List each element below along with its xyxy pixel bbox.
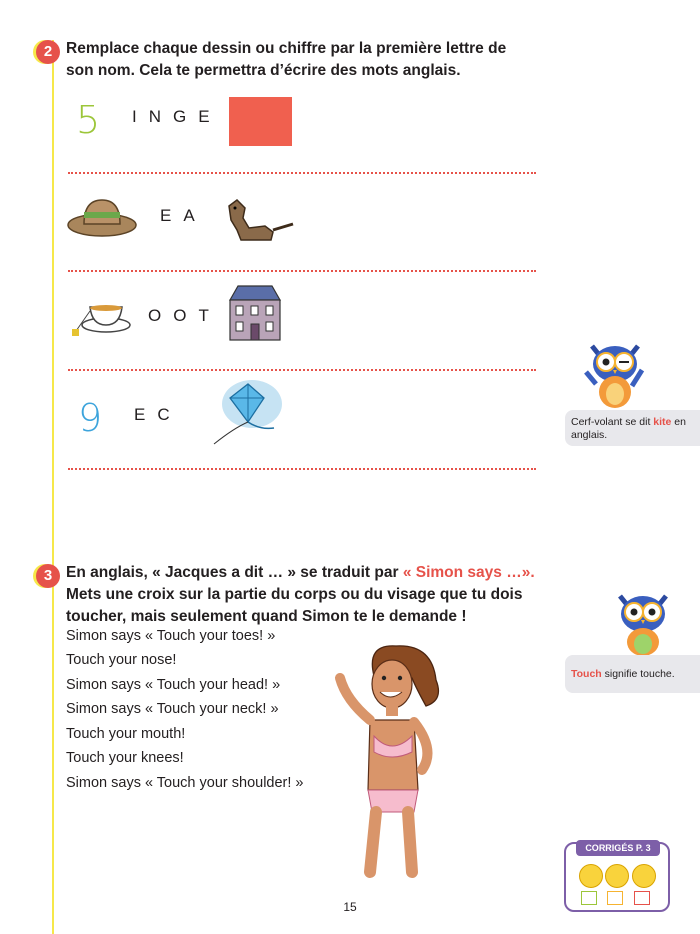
exercise-3-instruction: [66, 562, 536, 628]
exercise-3-intro-b: Mets une croix sur la partie du corps ou du visage que tu dois toucher, mais seulement quand Simon te le demande !: [66, 586, 523, 625]
aside-kite-suffix: en anglais.: [571, 416, 686, 441]
aside-kite-prefix: Cerf-volant se dit: [571, 416, 654, 428]
red-rectangle: [229, 97, 292, 146]
corriges-title: CORRIGÉS P. 3: [576, 840, 660, 856]
answer-line-2[interactable]: [68, 270, 536, 272]
row-3-letters: OOT: [148, 306, 221, 325]
simon-line: Touch your nose!: [66, 652, 177, 668]
aside-kite-word: kite: [653, 416, 672, 428]
exercise-3-intro-a: En anglais, « Jacques a dit … » se traduit par: [66, 564, 403, 581]
row-4-letters: EC: [134, 405, 182, 424]
aside-kite-note: [565, 410, 700, 446]
girl-illustration[interactable]: [326, 640, 476, 880]
answer-line-1[interactable]: [68, 172, 536, 174]
teacup-icon: [68, 295, 132, 341]
page-number: 15: [343, 900, 357, 914]
simon-line: Simon says « Touch your shoulder! »: [66, 775, 304, 791]
owl-icon: [582, 334, 648, 412]
owl-icon: [610, 584, 676, 658]
exercise-3-intro-red: « Simon says …».: [402, 564, 535, 581]
row-2-letters: EA: [160, 206, 207, 225]
simon-line: Touch your knees!: [66, 750, 184, 766]
exercise-2-badge: 2: [36, 40, 60, 64]
simon-line: Simon says « Touch your neck! »: [66, 701, 279, 717]
simon-line: Simon says « Touch your toes! »: [66, 628, 276, 644]
kite-icon: [208, 376, 284, 446]
sad-face-icon[interactable]: [632, 864, 656, 888]
house-icon: [228, 280, 282, 342]
row-1-letters: INGE: [132, 107, 222, 126]
exercise-2-instruction: Remplace chaque dessin ou chiffre par la première lettre de son nom. Cela te permettra d’écrire des mots anglais.: [66, 40, 507, 79]
neutral-face-icon[interactable]: [605, 864, 629, 888]
aside-touch-note: [565, 655, 700, 693]
hat-icon: [66, 194, 138, 238]
exercise-3-badge: 3: [36, 564, 60, 588]
dog-icon: [221, 198, 297, 244]
answer-line-3[interactable]: [68, 369, 536, 371]
answer-line-4[interactable]: [68, 468, 536, 470]
digit-nine: 9: [78, 396, 103, 440]
simon-line: Touch your mouth!: [66, 726, 186, 742]
margin-line: [52, 40, 54, 934]
aside-touch-suffix: signifie touche.: [601, 668, 675, 680]
simon-line: Simon says « Touch your head! »: [66, 677, 281, 693]
happy-face-icon[interactable]: [579, 864, 603, 888]
digit-five: 5: [76, 98, 101, 142]
aside-touch-word: Touch: [571, 668, 602, 680]
